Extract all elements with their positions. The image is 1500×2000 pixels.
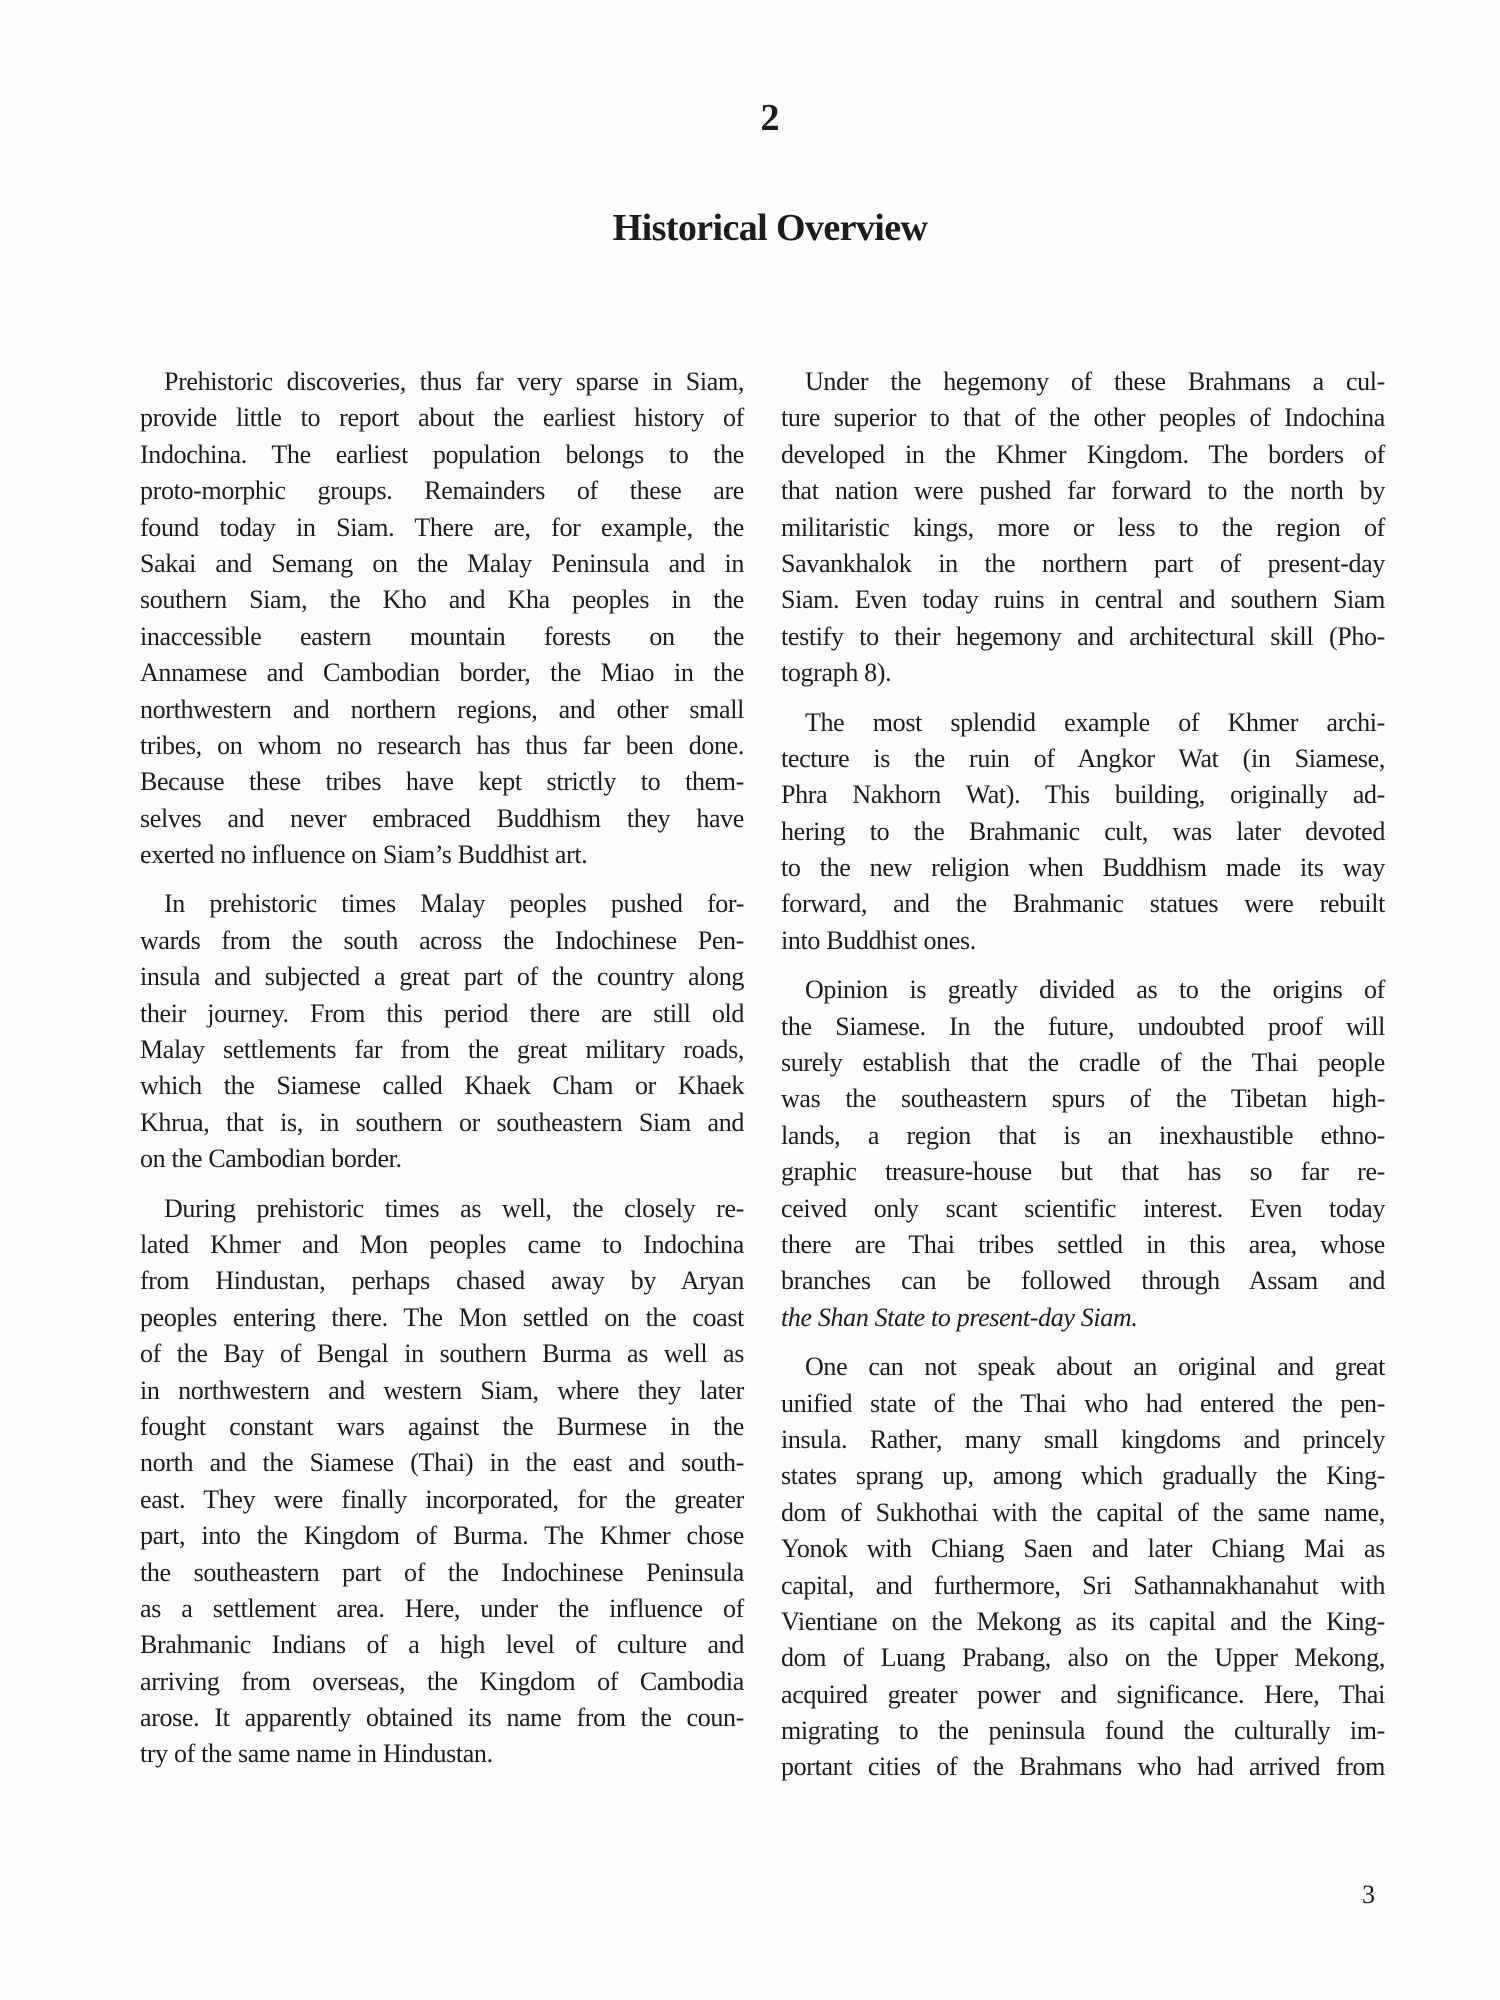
paragraph bbox=[781, 1349, 1385, 1786]
text-line: into Buddhist ones. bbox=[781, 925, 976, 955]
text-line: Prehistoric discoveries, thus far very sparse in Siam, bbox=[164, 367, 744, 396]
text-line: hering to the Brahmanic cult, was later devoted bbox=[781, 816, 1385, 846]
text-line: One can not speak about an original and great bbox=[805, 1352, 1385, 1382]
paragraph bbox=[781, 705, 1385, 960]
text-line: that nation were pushed far forward to the north by bbox=[781, 476, 1385, 506]
text-line: their journey. From this period there are still old bbox=[140, 998, 744, 1028]
text-line: dom of Sukhothai with the capital of the same name, bbox=[781, 1497, 1385, 1527]
text-line: The most splendid example of Khmer archi- bbox=[805, 707, 1385, 737]
text-line: the southeastern part of the Indochinese Peninsula bbox=[140, 1557, 744, 1587]
text-line: Phra Nakhorn Wat). This building, originally ad- bbox=[781, 780, 1385, 810]
text-line: portant cities of the Brahmans who had arrived from bbox=[781, 1752, 1385, 1782]
text-line: During prehistoric times as well, the closely re- bbox=[164, 1193, 744, 1223]
paragraph bbox=[140, 364, 744, 873]
text-line: arriving from overseas, the Kingdom of Cambodia bbox=[140, 1666, 744, 1696]
text-line: states sprang up, among which gradually the King- bbox=[781, 1461, 1385, 1491]
text-line: Sakai and Semang on the Malay Peninsula and in bbox=[140, 548, 744, 578]
text-line: In prehistoric times Malay peoples pushed for- bbox=[164, 889, 744, 919]
left-column bbox=[140, 364, 744, 1773]
text-line: insula. Rather, many small kingdoms and princely bbox=[781, 1424, 1385, 1454]
text-line: Opinion is greatly divided as to the origins of bbox=[805, 975, 1385, 1005]
text-line: Khrua, that is, in southern or southeastern Siam and bbox=[140, 1107, 744, 1137]
right-column bbox=[781, 364, 1385, 1786]
paragraph bbox=[140, 1191, 744, 1773]
chapter-number: 2 bbox=[760, 97, 780, 139]
text-line: unified state of the Thai who had entered the pen- bbox=[781, 1388, 1385, 1418]
page-number: 3 bbox=[1362, 1880, 1375, 1909]
text-line: Brahmanic Indians of a high level of culture and bbox=[140, 1630, 744, 1660]
text-line: ceived only scant scientific interest. Even today bbox=[781, 1193, 1385, 1223]
text-line: peoples entering there. The Mon settled on the coast bbox=[140, 1302, 744, 1332]
text-line: Savankhalok in the northern part of present-day bbox=[781, 548, 1385, 578]
text-line: migrating to the peninsula found the culturally im- bbox=[781, 1716, 1385, 1746]
text-line: acquired greater power and significance. Here, Thai bbox=[781, 1679, 1385, 1709]
text-line: tribes, on whom no research has thus far been done. bbox=[140, 730, 744, 760]
text-line: forward, and the Brahmanic statues were rebuilt bbox=[781, 889, 1385, 919]
text-line: capital, and furthermore, Sri Sathannakhanahut with bbox=[781, 1570, 1385, 1600]
text-line: which the Siamese called Khaek Cham or Khaek bbox=[140, 1071, 744, 1101]
paragraph bbox=[781, 972, 1385, 1336]
text-line: southern Siam, the Kho and Kha peoples in the bbox=[140, 585, 744, 615]
text-line: surely establish that the cradle of the Thai people bbox=[781, 1048, 1385, 1078]
text-line: of the Bay of Bengal in southern Burma as well as bbox=[140, 1339, 744, 1369]
text-line: east. They were finally incorporated, for the greater bbox=[140, 1484, 744, 1514]
text-line: to the new religion when Buddhism made its way bbox=[781, 853, 1385, 883]
text-line: fought constant wars against the Burmese in the bbox=[140, 1411, 744, 1441]
paragraph bbox=[781, 364, 1385, 692]
text-line: try of the same name in Hindustan. bbox=[140, 1739, 493, 1769]
text-line: northwestern and northern regions, and other small bbox=[140, 694, 744, 724]
text-line: dom of Luang Prabang, also on the Upper Mekong, bbox=[781, 1643, 1385, 1673]
text-line: as a settlement area. Here, under the influence of bbox=[140, 1593, 744, 1623]
text-line: Because these tribes have kept strictly to them- bbox=[140, 767, 744, 797]
text-line: Indochina. The earliest population belongs to the bbox=[140, 439, 744, 469]
text-line: Yonok with Chiang Saen and later Chiang Mai as bbox=[781, 1534, 1385, 1564]
text-line: tecture is the ruin of Angkor Wat (in Siamese, bbox=[781, 743, 1385, 773]
text-line: found today in Siam. There are, for example, the bbox=[140, 512, 744, 542]
text-line: in northwestern and western Siam, where they later bbox=[140, 1375, 744, 1405]
text-line: Vientiane on the Mekong as its capital and the King- bbox=[781, 1606, 1385, 1636]
text-line: provide little to report about the earliest history of bbox=[140, 403, 744, 433]
text-line: Siam. Even today ruins in central and southern Siam bbox=[781, 585, 1385, 615]
text-line: Under the hegemony of these Brahmans a cul- bbox=[805, 367, 1385, 396]
text-line: the Shan State to present-day Siam. bbox=[781, 1302, 1138, 1332]
paragraph bbox=[140, 886, 744, 1177]
text-line: Malay settlements far from the great military roads, bbox=[140, 1035, 744, 1065]
text-line: lated Khmer and Mon peoples came to Indochina bbox=[140, 1229, 744, 1259]
text-line: there are Thai tribes settled in this area, whose bbox=[781, 1229, 1385, 1259]
text-line: tograph 8). bbox=[781, 658, 892, 688]
text-line: selves and never embraced Buddhism they have bbox=[140, 803, 744, 833]
text-line: arose. It apparently obtained its name from the coun- bbox=[140, 1703, 744, 1733]
text-line: branches can be followed through Assam and bbox=[781, 1266, 1385, 1296]
text-line: was the southeastern spurs of the Tibetan high- bbox=[781, 1084, 1385, 1114]
text-line: inaccessible eastern mountain forests on the bbox=[140, 621, 744, 651]
text-line: wards from the south across the Indochinese Pen- bbox=[140, 925, 744, 955]
text-line: graphic treasure-house but that has so far re- bbox=[781, 1157, 1385, 1187]
text-line: lands, a region that is an inexhaustible ethno- bbox=[781, 1120, 1385, 1150]
text-line: the Siamese. In the future, undoubted proof will bbox=[781, 1011, 1385, 1041]
text-line: testify to their hegemony and architectural skill (Pho- bbox=[781, 621, 1385, 651]
text-line: Annamese and Cambodian border, the Miao in the bbox=[140, 658, 744, 688]
text-line: north and the Siamese (Thai) in the east and south- bbox=[140, 1448, 744, 1478]
chapter-title: Historical Overview bbox=[612, 207, 928, 249]
text-line: proto-morphic groups. Remainders of these are bbox=[140, 476, 744, 506]
text-line: on the Cambodian border. bbox=[140, 1144, 402, 1174]
text-line: ture superior to that of the other peoples of Indochina bbox=[781, 403, 1385, 433]
text-line: developed in the Khmer Kingdom. The borders of bbox=[781, 439, 1385, 469]
text-line: part, into the Kingdom of Burma. The Khmer chose bbox=[140, 1521, 744, 1551]
text-line: militaristic kings, more or less to the region of bbox=[781, 512, 1385, 542]
text-line: from Hindustan, perhaps chased away by Aryan bbox=[140, 1266, 744, 1296]
text-line: exerted no influence on Siam’s Buddhist art. bbox=[140, 840, 588, 870]
text-line: insula and subjected a great part of the country along bbox=[140, 962, 744, 992]
